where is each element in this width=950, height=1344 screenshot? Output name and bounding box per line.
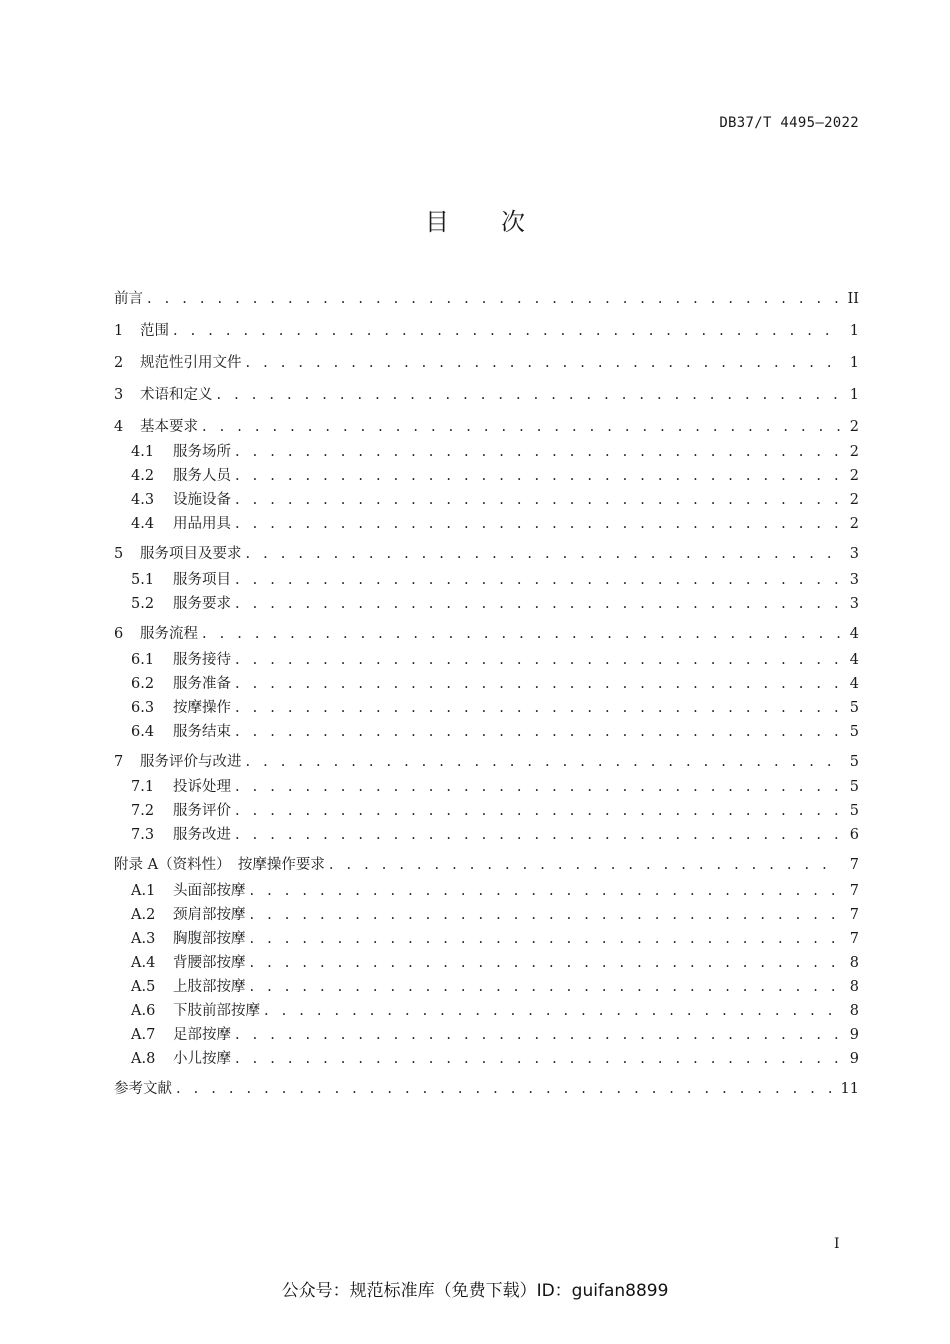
toc-entry-number: 1 — [114, 323, 124, 339]
toc-entry[interactable] — [131, 513, 859, 535]
toc-leader-dots — [246, 352, 842, 374]
toc-entry-page: 5 — [849, 754, 859, 770]
toc-leader-dots — [250, 976, 842, 998]
toc-entry-number: A.8 — [131, 1051, 156, 1067]
toc-entry-label: 头面部按摩 — [173, 883, 246, 899]
footer-watermark-text: 公众号：规范标准库（免费下载）ID：guifan8899 — [281, 1281, 669, 1301]
toc-entry[interactable] — [131, 952, 859, 974]
toc-entry-label: 按摩操作 — [173, 700, 231, 716]
toc-entry[interactable] — [131, 800, 859, 822]
toc-entry[interactable] — [114, 854, 859, 876]
toc-entry[interactable] — [114, 320, 859, 342]
toc-entry-label: 参考文献 — [114, 1081, 172, 1097]
toc-entry-label: 投诉处理 — [173, 779, 231, 795]
toc-entry[interactable] — [114, 623, 859, 645]
toc-entry-label: 术语和定义 — [140, 387, 213, 403]
toc-entry-number: A.6 — [131, 1003, 156, 1019]
toc-entry-page: 9 — [849, 1051, 859, 1067]
toc-entry-number: 2 — [114, 355, 124, 371]
toc-entry-page: 6 — [849, 827, 859, 843]
toc-leader-dots — [235, 489, 841, 511]
toc-leader-dots — [173, 320, 841, 342]
toc-entry[interactable] — [114, 352, 859, 374]
toc-leader-dots — [235, 673, 841, 695]
toc-entry-label: 规范性引用文件 — [140, 355, 242, 371]
toc-leader-dots — [329, 854, 841, 876]
toc-entry-number: 7.1 — [131, 779, 155, 795]
toc-entry[interactable] — [131, 824, 859, 846]
toc-entry-label: 服务流程 — [140, 626, 198, 642]
toc-entry-page: 4 — [849, 652, 859, 668]
toc-entry-number: A.3 — [131, 931, 156, 947]
toc-entry-page: 5 — [849, 700, 859, 716]
toc-entry-label: 用品用具 — [173, 516, 231, 532]
toc-entry-number: 7.2 — [131, 803, 155, 819]
document-code: DB37/T 4495—2022 — [719, 115, 859, 131]
toc-entry[interactable] — [131, 904, 859, 926]
toc-entry-page: 5 — [849, 803, 859, 819]
toc-entry-page: 9 — [849, 1027, 859, 1043]
toc-leader-dots — [235, 465, 841, 487]
toc-entry[interactable] — [131, 1000, 859, 1022]
toc-entry-page: 3 — [849, 572, 859, 588]
toc-leader-dots — [217, 384, 842, 406]
toc-entry-label: 服务项目 — [173, 572, 231, 588]
toc-entry-page: 2 — [849, 444, 859, 460]
toc-entry-page: 1 — [849, 323, 859, 339]
toc-entry-page: 2 — [849, 516, 859, 532]
toc-leader-dots — [235, 824, 841, 846]
toc-entry-page: 2 — [849, 468, 859, 484]
toc-entry-label: 服务准备 — [173, 676, 231, 692]
toc-entry-number: A.4 — [131, 955, 156, 971]
toc-entry[interactable] — [131, 928, 859, 950]
toc-entry-page: 3 — [849, 546, 859, 562]
page-title: 目次 — [425, 208, 577, 236]
toc-leader-dots — [235, 1024, 841, 1046]
toc-leader-dots — [250, 928, 842, 950]
toc-entry[interactable] — [131, 721, 859, 743]
toc-entry-number: A.1 — [131, 883, 156, 899]
toc-entry-number: A.7 — [131, 1027, 156, 1043]
toc-leader-dots — [235, 441, 841, 463]
toc-entry-page: 1 — [849, 387, 859, 403]
toc-entry[interactable] — [131, 1024, 859, 1046]
toc-leader-dots — [202, 623, 841, 645]
toc-entry-page: 8 — [849, 979, 859, 995]
page-number: I — [834, 1236, 840, 1252]
toc-leader-dots — [235, 697, 841, 719]
toc-leader-dots — [250, 880, 842, 902]
toc-entry-number: 6.1 — [131, 652, 155, 668]
toc-entry-page: 8 — [849, 1003, 859, 1019]
toc-entry-number: 5 — [114, 546, 124, 562]
toc-leader-dots — [202, 416, 841, 438]
toc-leader-dots — [235, 800, 841, 822]
toc-entry-page: 1 — [849, 355, 859, 371]
toc-entry-label: 服务评价 — [173, 803, 231, 819]
toc-leader-dots — [235, 1048, 841, 1070]
toc-entry-page: 8 — [849, 955, 859, 971]
toc-entry-page: II — [847, 291, 859, 307]
toc-entry-label: 小儿按摩 — [173, 1051, 231, 1067]
toc-entry-label: 附录 A（资料性） 按摩操作要求 — [114, 857, 325, 873]
toc-entry[interactable] — [114, 288, 859, 310]
toc-entry[interactable] — [131, 465, 859, 487]
toc-entry-label: 设施设备 — [173, 492, 231, 508]
toc-entry[interactable] — [131, 489, 859, 511]
toc-entry-label: 下肢前部按摩 — [173, 1003, 260, 1019]
toc-entry-page: 3 — [849, 596, 859, 612]
toc-entry-number: 3 — [114, 387, 124, 403]
toc-entry-page: 7 — [849, 857, 859, 873]
toc-entry-page: 2 — [849, 419, 859, 435]
toc-leader-dots — [235, 593, 841, 615]
toc-leader-dots — [235, 721, 841, 743]
toc-leader-dots — [246, 751, 842, 773]
toc-entry[interactable] — [131, 976, 859, 998]
toc-entry-number: 6.2 — [131, 676, 155, 692]
toc-entry[interactable] — [114, 543, 859, 565]
toc-entry-label: 前言 — [114, 291, 143, 307]
toc-entry[interactable] — [131, 776, 859, 798]
toc-entry-page: 4 — [849, 676, 859, 692]
toc-entry-number: 5.1 — [131, 572, 155, 588]
toc-entry-label: 上肢部按摩 — [173, 979, 246, 995]
toc-leader-dots — [264, 1000, 841, 1022]
toc-entry-label: 范围 — [140, 323, 169, 339]
toc-entry-number: 7.3 — [131, 827, 155, 843]
toc-entry-page: 11 — [840, 1081, 859, 1097]
toc-entry[interactable] — [114, 751, 859, 773]
toc-entry-page: 7 — [849, 907, 859, 923]
toc-entry-page: 2 — [849, 492, 859, 508]
toc-entry-label: 颈肩部按摩 — [173, 907, 246, 923]
toc-leader-dots — [176, 1078, 837, 1100]
toc-entry[interactable] — [131, 569, 859, 591]
toc-entry-page: 4 — [849, 626, 859, 642]
toc-entry-label: 服务场所 — [173, 444, 231, 460]
toc-entry-number: 4.2 — [131, 468, 155, 484]
toc-entry[interactable] — [114, 384, 859, 406]
toc-entry-number: 6.3 — [131, 700, 155, 716]
toc-entry-label: 服务接待 — [173, 652, 231, 668]
toc-entry-label: 胸腹部按摩 — [173, 931, 246, 947]
toc-entry-page: 7 — [849, 883, 859, 899]
toc-leader-dots — [250, 904, 842, 926]
toc-leader-dots — [246, 543, 842, 565]
toc-entry-label: 服务要求 — [173, 596, 231, 612]
toc-leader-dots — [147, 288, 841, 310]
toc-entry-label: 服务改进 — [173, 827, 231, 843]
toc-entry[interactable] — [114, 416, 859, 438]
toc-leader-dots — [235, 776, 841, 798]
toc-entry-number: 4 — [114, 419, 124, 435]
toc-leader-dots — [235, 513, 841, 535]
toc-entry-number: 6.4 — [131, 724, 155, 740]
toc-entry[interactable] — [131, 593, 859, 615]
toc-entry[interactable] — [114, 1078, 859, 1100]
toc-entry-number: A.2 — [131, 907, 156, 923]
toc-entry-label: 基本要求 — [140, 419, 198, 435]
toc-entry-label: 服务评价与改进 — [140, 754, 242, 770]
toc-entry-number: 7 — [114, 754, 124, 770]
toc-leader-dots — [235, 649, 841, 671]
toc-entry-page: 5 — [849, 779, 859, 795]
toc-entry-label: 服务人员 — [173, 468, 231, 484]
toc-entry-number: 5.2 — [131, 596, 155, 612]
toc-entry[interactable] — [131, 1048, 859, 1070]
toc-entry-label: 足部按摩 — [173, 1027, 231, 1043]
toc-leader-dots — [235, 569, 841, 591]
toc-entry-label: 服务项目及要求 — [140, 546, 242, 562]
toc-entry-number: A.5 — [131, 979, 156, 995]
toc-entry-label: 服务结束 — [173, 724, 231, 740]
toc-leader-dots — [250, 952, 842, 974]
toc-entry-number: 4.1 — [131, 444, 155, 460]
toc-entry-number: 6 — [114, 626, 124, 642]
toc-entry-number: 4.3 — [131, 492, 155, 508]
toc-entry[interactable] — [131, 880, 859, 902]
toc-entry-label: 背腰部按摩 — [173, 955, 246, 971]
toc-entry-number: 4.4 — [131, 516, 155, 532]
toc-entry-page: 5 — [849, 724, 859, 740]
toc-entry[interactable] — [131, 441, 859, 463]
toc-entry[interactable] — [131, 697, 859, 719]
toc-entry[interactable] — [131, 673, 859, 695]
toc-entry-page: 7 — [849, 931, 859, 947]
toc-entry[interactable] — [131, 649, 859, 671]
